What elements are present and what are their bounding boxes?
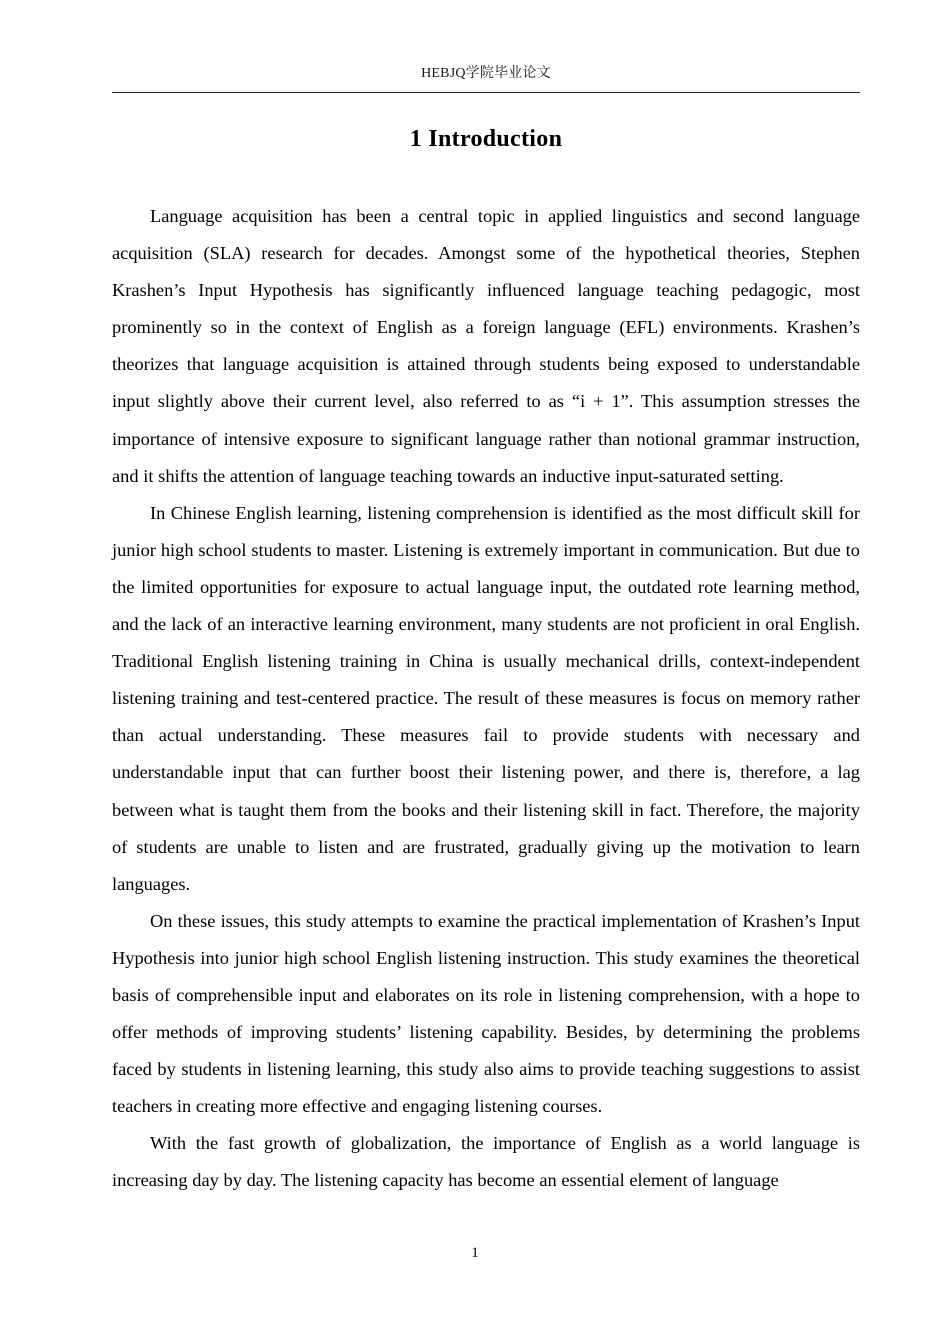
body-paragraph: Language acquisition has been a central topic in applied linguistics and second language acquisition (SLA) research for decades. Amongst some of the hypothetical theories, Stephen Krashen’s Input Hypothesis has significantly influenced language teaching pedagogic, most prominently so in the context of English as a foreign language (EFL) environments. Krashen’s theorizes that language acquisition is attained through students being exposed to understandable input slightly above their current level, also referred to as “i + 1”. This assumption stresses the importance of intensive exposure to significant language rather than notional grammar instruction, and it shifts the attention of language teaching towards an inductive input-saturated setting. (112, 206, 860, 486)
body-paragraph: In Chinese English learning, listening comprehension is identified as the most difficult skill for junior high school students to master. Listening is extremely important in communication. But due to the limited opportunities for exposure to actual language input, the outdated rote learning method, and the lack of an interactive learning environment, many students are not proficient in oral English. Traditional English listening training in China is usually mechanical drills, context-independent listening training and test-centered practice. The result of these measures is focus on memory rather than actual understanding. These measures fail to provide students with necessary and understandable input that can further boost their listening power, and there is, therefore, a lag between what is taught them from the books and their listening skill in fact. Therefore, the majority of students are unable to listen and are frustrated, gradually giving up the motivation to learn languages. (112, 502, 860, 894)
header-divider (112, 92, 860, 93)
body-paragraphs (112, 198, 860, 1200)
page-number: 1 (471, 1245, 479, 1261)
page-title: 1 Introduction (409, 126, 563, 152)
body-paragraph: On these issues, this study attempts to examine the practical implementation of Krashen’s Input Hypothesis into junior high school English listening instruction. This study examines the theoretical basis of comprehensible input and elaborates on its role in listening comprehension, with a hope to offer methods of improving students’ listening capability. Besides, by determining the problems faced by students in listening learning, this study also aims to provide teaching suggestions to assist teachers in creating more effective and engaging listening courses. (112, 910, 860, 1117)
running-head: HEBJQ学院毕业论文 (421, 66, 551, 81)
page-body (112, 118, 860, 1200)
body-paragraph: With the fast growth of globalization, the importance of English as a world language is increasing day by day. The listening capacity has become an essential element of language (112, 1133, 860, 1191)
page-header (0, 0, 950, 98)
